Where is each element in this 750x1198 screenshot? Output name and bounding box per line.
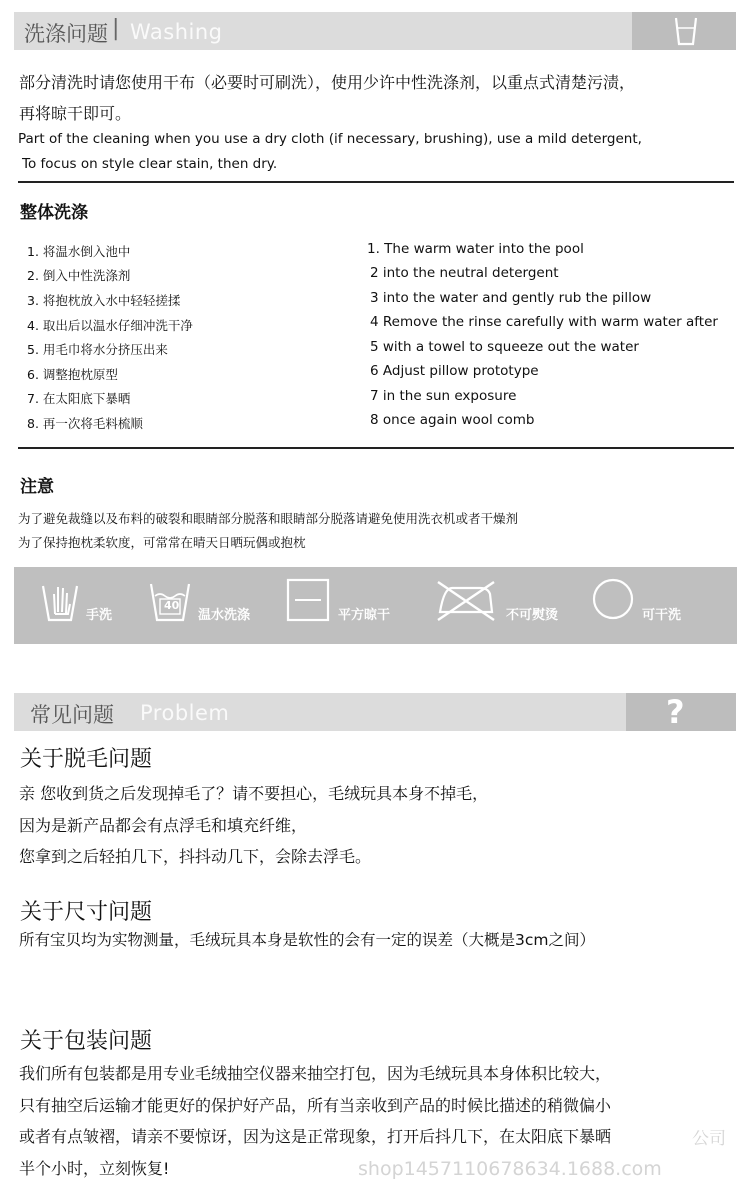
wash-step-en: 7 in the sun exposure <box>370 388 517 404</box>
washing-header <box>14 12 736 50</box>
intro-cn-line-1: 部分清洗时请您使用干布（必要时可刷洗），使用少许中性洗涤剂，以重点式清楚污渍， <box>19 73 636 92</box>
wash-step-cn: 5. 用毛巾将水分挤压出来 <box>27 342 168 357</box>
faq-heading: 关于脱毛问题 <box>20 747 153 772</box>
intro-en-line-2: To focus on style clear stain, then dry. <box>22 156 278 172</box>
wash-step-cn: 8. 再一次将毛料梳顺 <box>27 416 143 431</box>
faq-line: 半个小时，立刻恢复! <box>19 1159 170 1178</box>
care-number-40: 40 <box>164 599 180 612</box>
wash-step-en: 8 once again wool comb <box>370 412 535 428</box>
wash-step-cn: 1. 将温水倒入池中 <box>27 244 131 259</box>
notice-line-1: 为了避免裁缝以及布料的破裂和眼睛部分脱落和眼睛部分脱落请避免使用洗衣机或者干燥剂 <box>18 511 519 526</box>
care-label: 温水洗涤 <box>198 608 251 623</box>
watermark-line-1: 公司 <box>692 1129 726 1149</box>
care-symbol-flat-dry <box>286 567 416 644</box>
water-cup-icon <box>666 15 706 47</box>
faq-heading: 关于尺寸问题 <box>20 900 153 925</box>
wash-step-cn: 4. 取出后以温水仔细冲洗干净 <box>27 318 193 333</box>
faq-line: 我们所有包装都是用专业毛绒抽空仪器来抽空打包，因为毛绒玩具本身体积比较大， <box>19 1064 612 1083</box>
care-label: 平方晾干 <box>338 608 391 623</box>
dry-clean-icon <box>591 577 635 621</box>
intro-en-line-1: Part of the cleaning when you use a dry cloth (if necessary, brushing), use a mild detergent, <box>18 131 642 147</box>
intro-cn-line-2: 再将晾干即可。 <box>19 104 132 123</box>
divider-1 <box>18 181 734 183</box>
header-separator: | <box>112 16 120 41</box>
wash-step-en: 3 into the water and gently rub the pillow <box>370 290 652 306</box>
faq-line: 亲 您收到货之后发现掉毛了？请不要担心，毛绒玩具本身不掉毛， <box>19 784 489 803</box>
problem-title-en: Problem <box>140 701 230 725</box>
overall-wash-heading: 整体洗涤 <box>20 203 88 223</box>
washing-title-cn: 洗涤问题 <box>24 22 108 46</box>
problem-header <box>14 693 736 731</box>
wash-step-en: 1. The warm water into the pool <box>367 241 584 257</box>
care-symbols-band <box>14 567 737 644</box>
faq-line: 或者有点皱褶，请亲不要惊讶，因为这是正常现象，打开后抖几下，在太阳底下暴晒 <box>19 1127 612 1146</box>
wash-step-cn: 2. 倒入中性洗涤剂 <box>27 268 131 283</box>
care-symbol-no-iron <box>434 567 594 644</box>
faq-line: 所有宝贝均为实物测量，毛绒玩具本身是软性的会有一定的误差（大概是3cm之间） <box>19 931 595 949</box>
watermark-line-2: shop1457110678634.1688.com <box>358 1158 662 1180</box>
wash-step-cn: 6. 调整抱枕原型 <box>27 367 118 382</box>
faq-line: 您拿到之后轻拍几下，抖抖动几下，会除去浮毛。 <box>19 847 372 866</box>
no-iron-icon <box>434 578 498 622</box>
care-label: 可干洗 <box>642 608 682 623</box>
flat-dry-icon <box>286 578 330 622</box>
faq-heading: 关于包装问题 <box>20 1029 153 1054</box>
care-symbol-dry-clean <box>591 567 711 644</box>
faq-line: 因为是新产品都会有点浮毛和填充纤维， <box>19 816 308 835</box>
problem-title-cn: 常见问题 <box>30 703 114 727</box>
divider-2 <box>18 447 734 449</box>
washing-title-en: Washing <box>130 20 223 44</box>
hand-wash-icon <box>40 576 80 624</box>
wash-step-cn: 3. 将抱枕放入水中轻轻搓揉 <box>27 293 181 308</box>
care-symbol-warm-wash <box>148 567 278 644</box>
faq-line: 只有抽空后运输才能更好的保护好产品，所有当亲收到产品的时候比描述的稍微偏小 <box>19 1096 612 1115</box>
notice-heading: 注意 <box>20 477 54 497</box>
wash-step-en: 4 Remove the rinse carefully with warm water after <box>370 314 718 330</box>
header-icon-box <box>632 12 736 50</box>
notice-line-2: 为了保持抱枕柔软度，可常常在晴天日晒玩偶或抱枕 <box>18 535 306 550</box>
care-symbol-hand-wash <box>40 567 150 644</box>
wash-step-en: 2 into the neutral detergent <box>370 265 559 281</box>
question-mark-icon: ? <box>666 693 685 731</box>
care-label: 不可熨烫 <box>506 608 559 623</box>
wash-step-en: 5 with a towel to squeeze out the water <box>370 339 639 355</box>
wash-step-cn: 7. 在太阳底下暴晒 <box>27 391 131 406</box>
care-label: 手洗 <box>86 608 113 623</box>
header-icon-box <box>626 693 736 731</box>
wash-step-en: 6 Adjust pillow prototype <box>370 363 539 379</box>
